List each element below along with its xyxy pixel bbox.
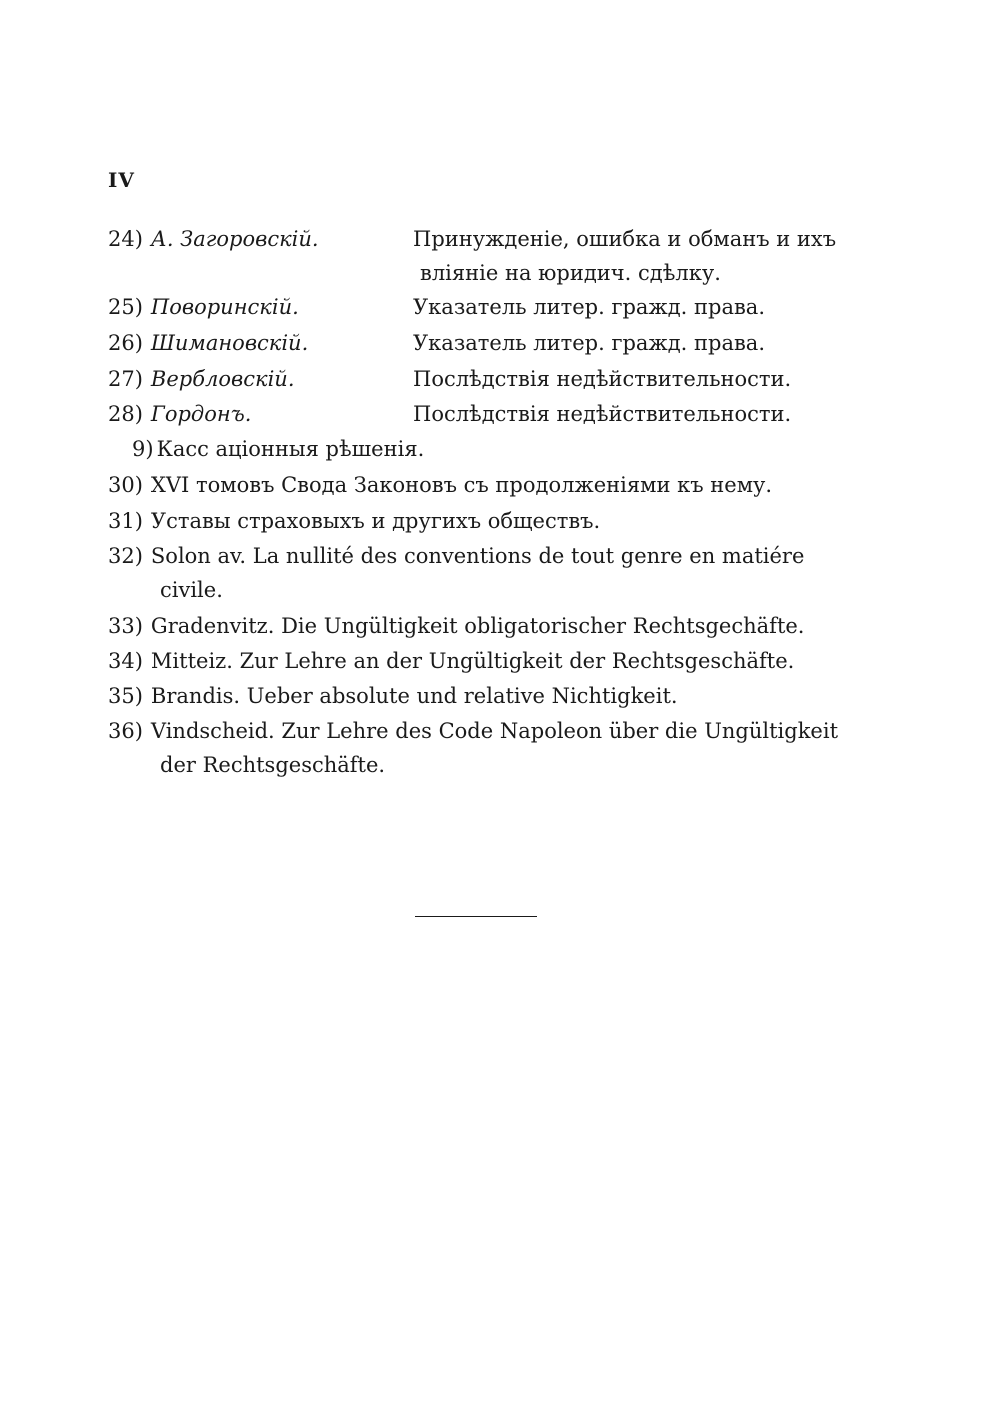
list-item [108,362,792,396]
section-divider [415,916,537,917]
entry-number: 9) [132,437,154,461]
entry-number: 24) [108,227,143,251]
list-item [108,290,766,324]
entry-author: Гордонъ. [150,402,252,426]
entry-number: 35) [108,684,143,708]
entry-number: 30) [108,473,143,497]
entry-text: Vindscheid. Zur Lehre des Code Napoleon über die Ungültigkeit [150,719,839,743]
entry-text: Касс аціонныя рѣшенія. [156,437,425,461]
entry-text: Brandis. Ueber absolute und relative Nichtigkeit. [150,684,678,708]
list-item [132,432,424,466]
page-number: IV [108,168,135,192]
entry-number: 27) [108,367,143,391]
entry-number: 33) [108,614,143,638]
entry-text: Уставы страховыхъ и другихъ обществъ. [150,509,601,533]
entry-work: Послѣдствія недѣйствительности. [413,402,792,426]
list-item [108,326,766,360]
entry-text: Solon av. La nullité des conventions de tout genre en matiére [150,544,805,568]
entry-work: Указатель литер. гражд. права. [413,331,766,355]
entry-author: Шимановскій. [150,331,309,355]
entry-author: Поворинскій. [150,295,299,319]
list-item [108,714,839,777]
list-item [108,222,837,285]
entry-number: 32) [108,544,143,568]
entry-text-continuation: civile. [160,578,223,602]
list-item [108,539,805,602]
entry-number: 28) [108,402,143,426]
entry-text: Gradenvitz. Die Ungültigkeit obligatorischer Rechtsgechäfte. [150,614,805,638]
entry-number: 26) [108,331,143,355]
entry-text: Mitteiz. Zur Lehre an der Ungültigkeit der Rechtsgeschäfte. [150,649,795,673]
list-item [108,644,794,678]
entry-number: 31) [108,509,143,533]
list-item [108,397,792,431]
list-item [108,679,678,713]
entry-number: 36) [108,719,143,743]
entry-work-continuation: вліяніе на юридич. сдѣлку. [420,261,721,285]
list-item [108,609,805,643]
entry-number: 34) [108,649,143,673]
entry-text: XVI томовъ Свода Законовъ съ продолженіями къ нему. [150,473,773,497]
entry-author: Верблoвскій. [150,367,295,391]
entry-text-continuation: der Rechtsgeschäfte. [160,753,386,777]
list-item [108,504,600,538]
entry-number: 25) [108,295,143,319]
entry-work: Указатель литер. гражд. права. [413,295,766,319]
list-item [108,468,772,502]
entry-work: Послѣдствія недѣйствительности. [413,367,792,391]
entry-work: Принужденіе, ошибка и обманъ и ихъ [413,227,837,251]
entry-author: А. Загоровскій. [150,227,319,251]
